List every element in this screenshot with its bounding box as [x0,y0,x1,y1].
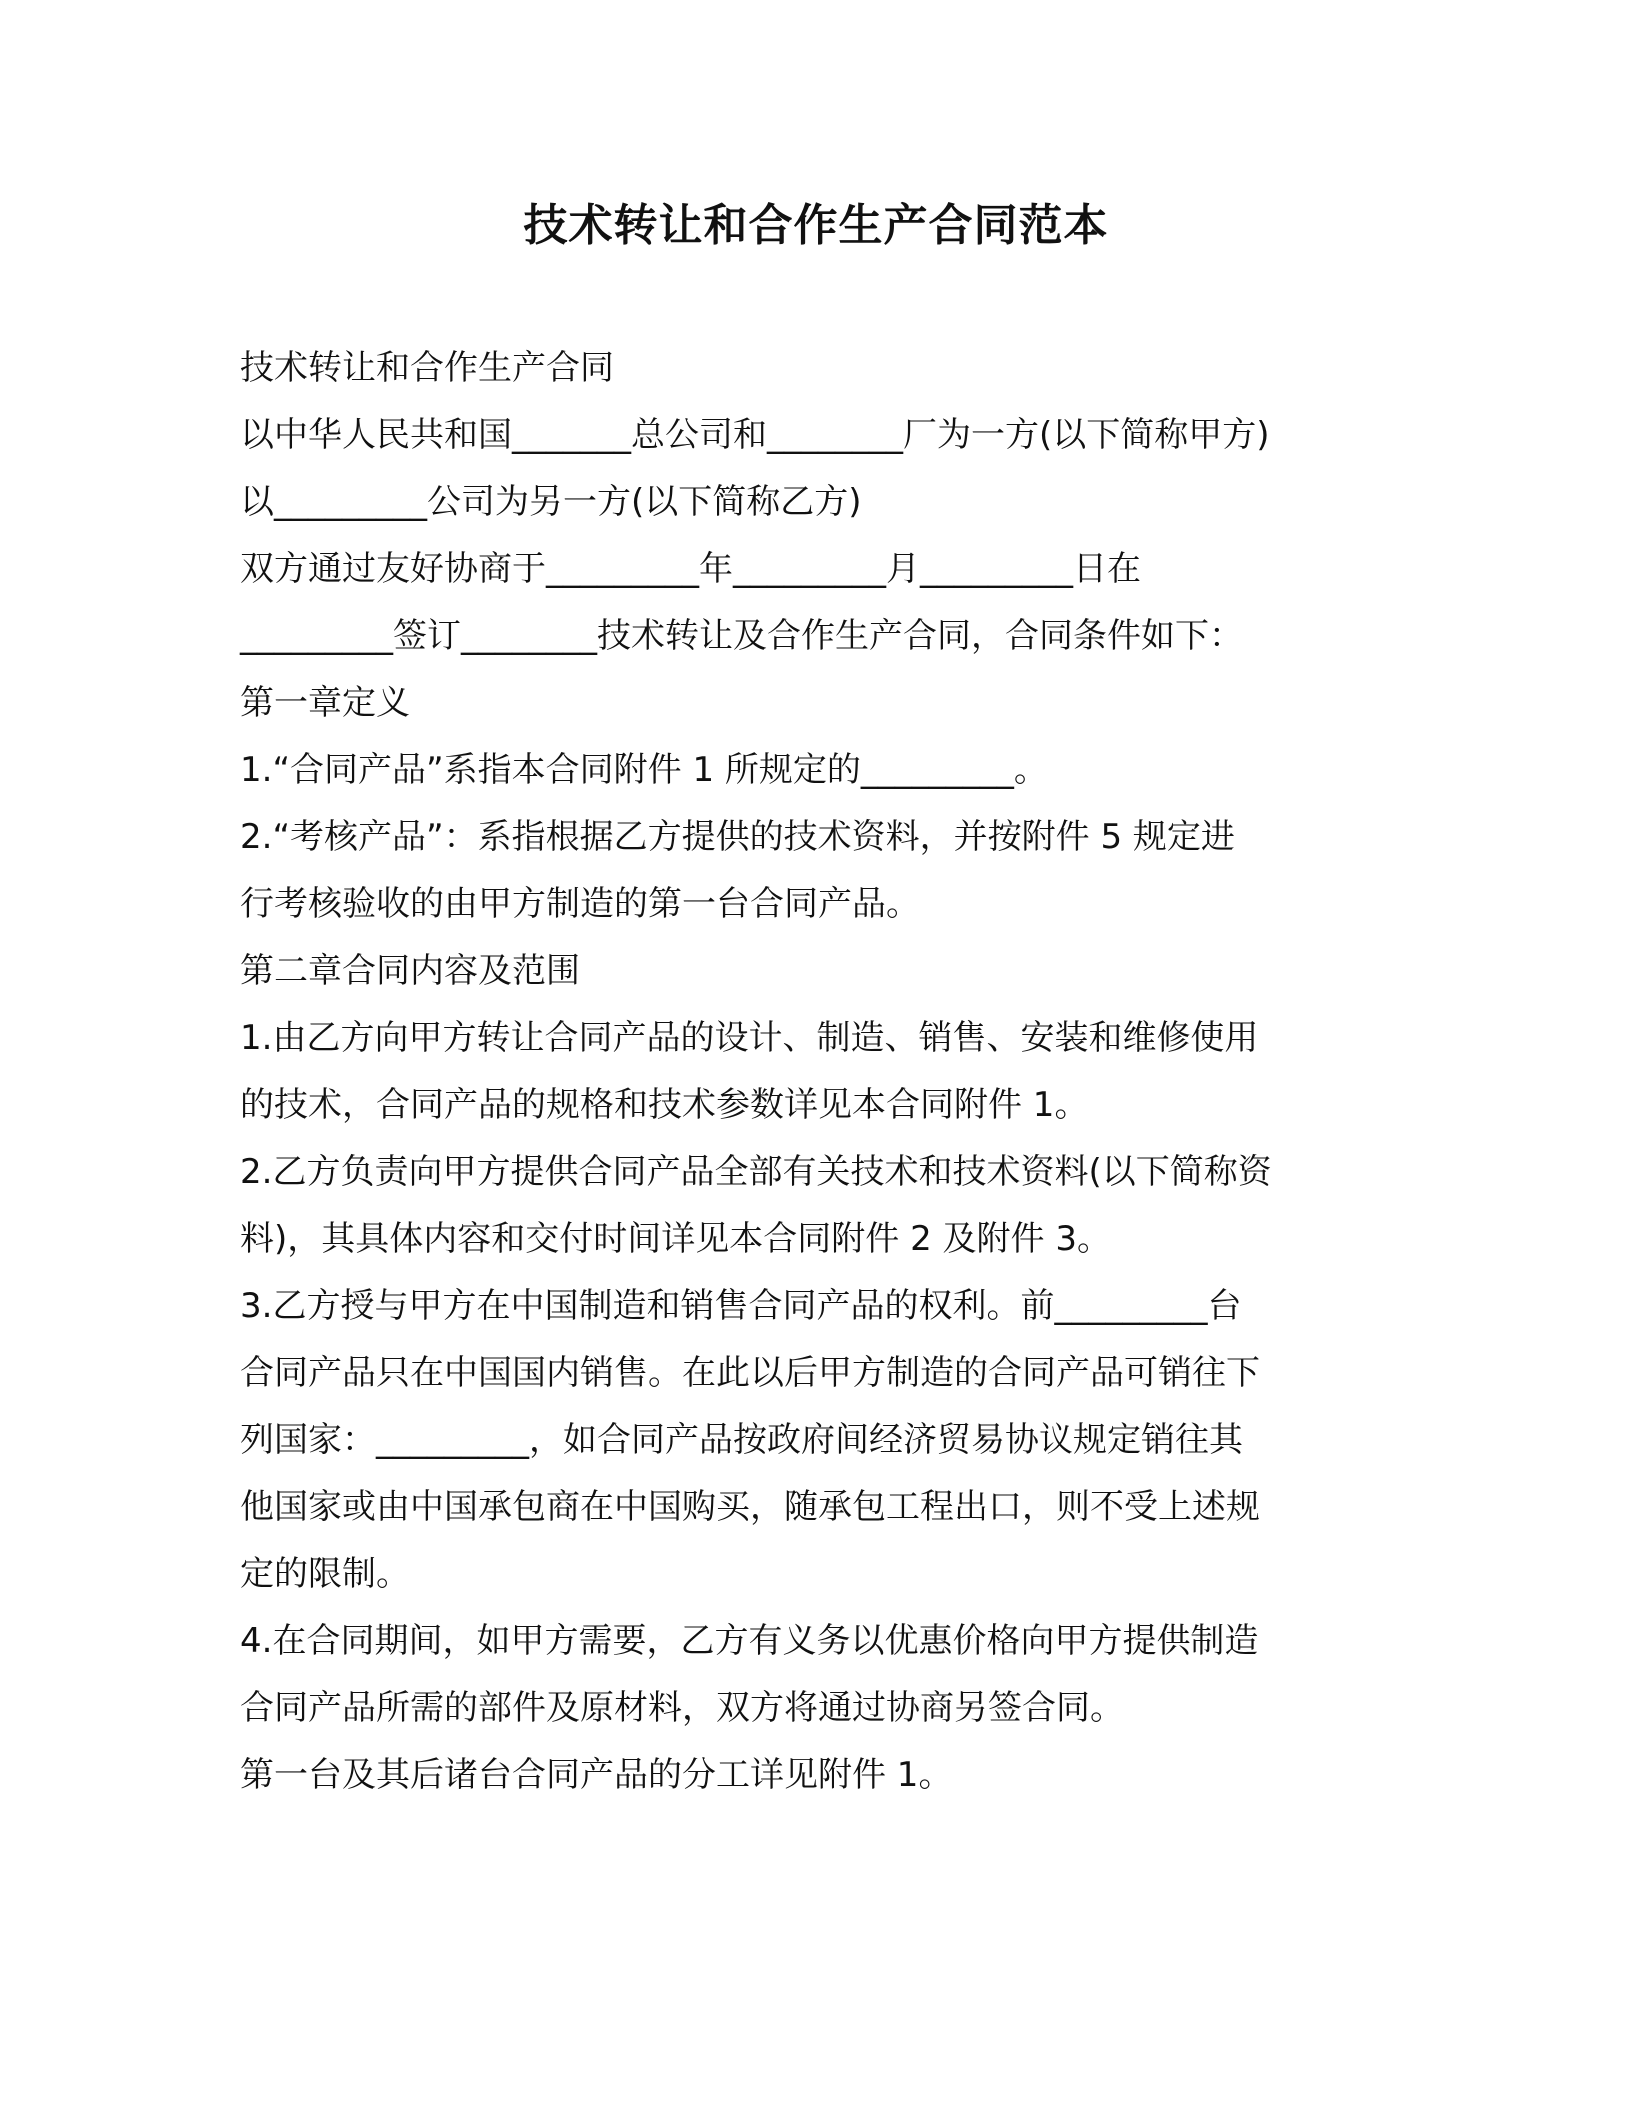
paragraph-line: 2.“考核产品”：系指根据乙方提供的技术资料，并按附件 5 规定进 [240,817,1235,857]
signing-line: _________签订________技术转让及合作生产合同，合同条件如下： [240,616,1243,656]
paragraph-line: 合同产品只在中国国内销售。在此以后甲方制造的合同产品可销往下 [240,1353,1260,1393]
paragraph-line: 定的限制。 [240,1554,410,1594]
party-a-line: 以中华人民共和国_______总公司和________厂为一方(以下简称甲方) [240,415,1270,455]
paragraph-line: 3.乙方授与甲方在中国制造和销售合同产品的权利。前_________台 [240,1286,1242,1326]
paragraph-line: 1.“合同产品”系指本合同附件 1 所规定的_________。 [240,750,1048,790]
paragraph-line: 的技术，合同产品的规格和技术参数详见本合同附件 1。 [240,1085,1089,1125]
paragraph-line: 行考核验收的由甲方制造的第一台合同产品。 [240,884,920,924]
party-b-line: 以_________公司为另一方(以下简称乙方) [240,482,862,522]
date-line: 双方通过友好协商于_________年_________月_________日在 [240,549,1141,589]
paragraph-line: 2.乙方负责向甲方提供合同产品全部有关技术和技术资料(以下简称资 [240,1152,1272,1192]
paragraph-line: 料)，其具体内容和交付时间详见本合同附件 2 及附件 3。 [240,1219,1111,1259]
chapter-heading: 第一章定义 [240,683,410,723]
paragraph-line: 第一台及其后诸台合同产品的分工详见附件 1。 [240,1755,953,1795]
paragraph-line: 1.由乙方向甲方转让合同产品的设计、制造、销售、安装和维修使用 [240,1018,1259,1058]
document-title: 技术转让和合作生产合同范本 [523,200,1109,251]
paragraph-line: 他国家或由中国承包商在中国购买，随承包工程出口，则不受上述规 [240,1487,1260,1527]
contract-subtitle: 技术转让和合作生产合同 [240,348,614,388]
chapter-heading: 第二章合同内容及范围 [240,951,580,991]
paragraph-line: 列国家：_________，如合同产品按政府间经济贸易协议规定销往其 [240,1420,1243,1460]
paragraph-line: 4.在合同期间，如甲方需要，乙方有义务以优惠价格向甲方提供制造 [240,1621,1259,1661]
paragraph-line: 合同产品所需的部件及原材料，双方将通过协商另签合同。 [240,1688,1124,1728]
document-body [240,335,1420,1809]
